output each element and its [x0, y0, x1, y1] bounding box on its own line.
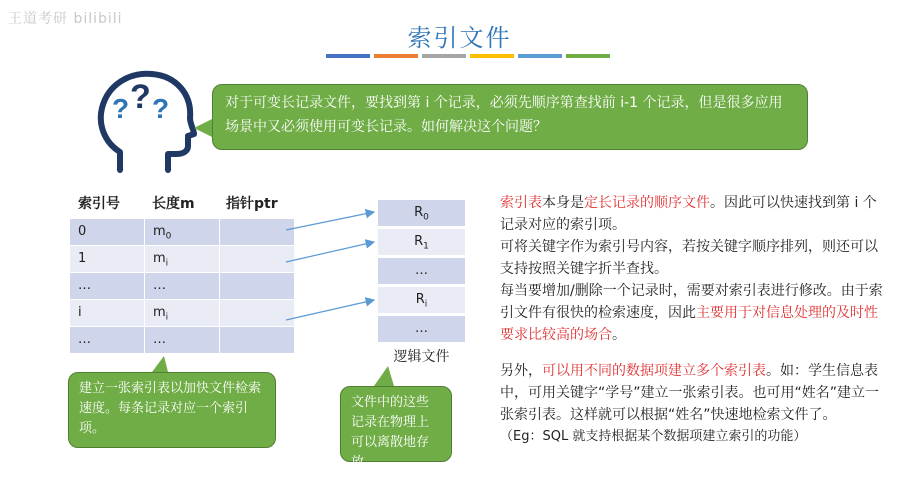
- record-cell: …: [378, 316, 465, 342]
- svg-text:?: ?: [152, 93, 170, 124]
- index-cell: …: [70, 273, 144, 299]
- length-cell: …: [145, 273, 219, 299]
- slide-title: 索引文件: [407, 24, 512, 52]
- explanation-paragraph-1: 索引表本身是定长记录的顺序文件。因此可以快速找到第 i 个记录对应的索引项。 可将关键字作为索引号内容，若按关键字顺序排列，则还可以支持按照关键字折半查找。 每当要增加/删除一个记录时，需要对索引表进行修改。由于索引文件有很快的检索速度，因此主要用于对信息处理的及时性要求比较高的场合。: [500, 195, 883, 343]
- record-cell: $R_i$: [378, 287, 465, 313]
- arrow-ri: [286, 300, 374, 320]
- table-header-index: 索引号: [78, 196, 120, 212]
- arrow-r1: [286, 242, 374, 262]
- index-table-note: 建立一张索引表以加快文件检索速度。每条记录对应一个索引项。: [68, 372, 276, 448]
- arrow-r0: [286, 212, 374, 230]
- length-cell: $m_0$: [145, 219, 219, 245]
- table-header-pointer: 指针ptr: [226, 196, 278, 212]
- index-cell: 0: [70, 219, 144, 245]
- svg-text:?: ?: [112, 93, 130, 124]
- length-cell: $m_i$: [145, 246, 219, 272]
- logical-file-note: 文件中的这些记录在物理上可以离散地存放。: [340, 386, 452, 462]
- explanation-paragraph-2: 另外，可以用不同的数据项建立多个索引表。如：学生信息表中，可用关键字“学号”建立一张索引表。也可用“姓名”建立一张索引表。这样就可以根据“姓名”快速地检索文件了。 （Eg：SQL 就支持根据某个数据项建立索引的功能）: [500, 363, 880, 444]
- record-cell: $R_1$: [378, 229, 465, 255]
- watermark: 王道考研 bilibili: [8, 11, 123, 27]
- logical-file-caption: 逻辑文件: [393, 349, 450, 365]
- length-cell: …: [145, 327, 219, 353]
- index-cell: 1: [70, 246, 144, 272]
- length-cell: $m_i$: [145, 300, 219, 326]
- table-header-length: 长度m: [152, 196, 195, 212]
- question-bubble: 对于可变长记录文件，要找到第 i 个记录，必须先顺序第查找前 i-1 个记录，但是很多应用场景中又必须使用可变长记录。如何解决这个问题？: [212, 84, 808, 150]
- index-cell: …: [70, 327, 144, 353]
- svg-text:?: ?: [130, 78, 151, 116]
- record-cell: $R_0$: [378, 200, 465, 226]
- index-cell: i: [70, 300, 144, 326]
- record-cell: …: [378, 258, 465, 284]
- note2-tail: [372, 366, 396, 388]
